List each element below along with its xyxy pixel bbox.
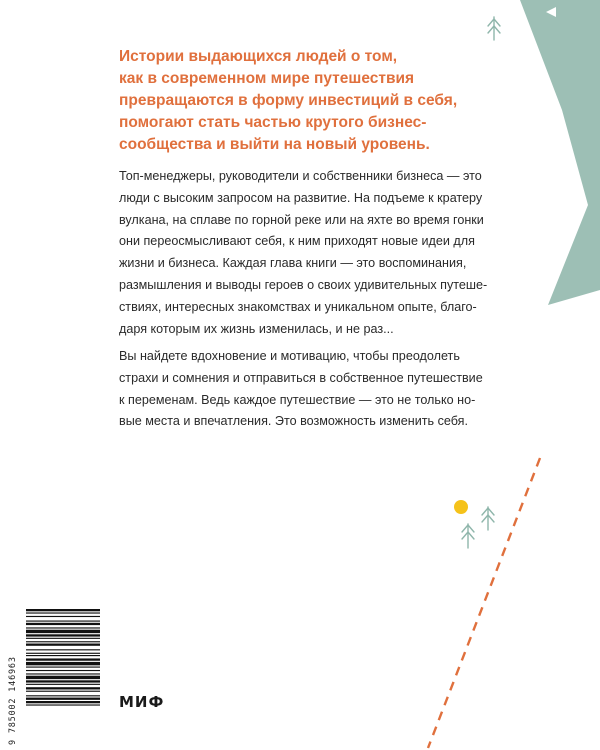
barcode-bar bbox=[26, 621, 100, 622]
paragraph-line: страхи и сомнения и отправиться в собственное путешествие bbox=[119, 370, 483, 385]
barcode-bar bbox=[26, 670, 100, 671]
paragraph-line: они переосмысливают себя, к ним приходят новые идеи для bbox=[119, 234, 475, 249]
lead-text bbox=[119, 46, 479, 156]
barcode-bar bbox=[26, 667, 100, 668]
barcode-bar bbox=[26, 701, 100, 703]
lead-line: Истории выдающихся людей о том, bbox=[119, 48, 398, 65]
barcode-bar bbox=[26, 634, 100, 636]
publisher-logo: МИФ bbox=[119, 693, 165, 711]
barcode-bar bbox=[26, 630, 100, 633]
barcode-bar bbox=[26, 623, 100, 625]
isbn-barcode bbox=[14, 605, 102, 745]
lead-line: как в современном мире путешествия bbox=[119, 70, 415, 87]
barcode-bar bbox=[26, 687, 100, 689]
barcode-bar bbox=[26, 644, 100, 646]
lead-line: сообщества и выйти на новый уровень. bbox=[119, 136, 430, 153]
tree-icon bbox=[482, 507, 494, 530]
barcode-bar bbox=[26, 684, 100, 685]
tree-icon bbox=[462, 524, 474, 548]
trail-path bbox=[428, 458, 540, 748]
paragraph-line: размышления и выводы героев о своих удивительных путеше- bbox=[119, 277, 488, 292]
lead-line: превращаются в форму инвестиций в себя, bbox=[119, 92, 458, 109]
paragraph-line: Вы найдете вдохновение и мотивацию, чтобы преодолеть bbox=[119, 349, 460, 363]
barcode-bar bbox=[26, 641, 100, 642]
tree-icon bbox=[488, 17, 500, 40]
sun-icon bbox=[454, 500, 468, 514]
barcode-bar bbox=[26, 627, 100, 628]
barcode-bar bbox=[26, 676, 100, 679]
paragraph-line: вые места и впечатления. Это возможность изменить себя. bbox=[119, 414, 469, 429]
barcode-bar bbox=[26, 649, 100, 650]
barcode-bar bbox=[26, 616, 100, 617]
barcode-bar bbox=[26, 673, 100, 674]
barcode-bar bbox=[26, 609, 100, 611]
lead-line: помогают стать частью крутого бизнес- bbox=[119, 114, 427, 131]
barcode-bar bbox=[26, 655, 100, 656]
barcode-bar bbox=[26, 612, 100, 613]
paragraph-line: жизни и бизнеса. Каждая глава книги — это воспоминания, bbox=[119, 256, 467, 271]
barcode-bar bbox=[26, 680, 100, 682]
barcode-bar bbox=[26, 704, 100, 705]
barcode-bar bbox=[26, 638, 100, 639]
barcode-bar bbox=[26, 695, 100, 696]
body-paragraph-1 bbox=[119, 166, 519, 340]
paragraph-line: ствиях, интересных знакомствах и уникальном опыте, благо- bbox=[119, 299, 477, 314]
body-paragraph-2 bbox=[119, 346, 519, 433]
barcode-bar bbox=[26, 691, 100, 692]
barcode-digits: 9 785002 146963 bbox=[8, 656, 18, 745]
paragraph-line: даря которым их жизнь изменилась, и не раз... bbox=[119, 321, 394, 336]
barcode-bar bbox=[26, 662, 100, 665]
mint-mountain-shape bbox=[520, 0, 600, 305]
barcode-bar bbox=[26, 698, 100, 700]
paragraph-line: вулкана, на сплаве по горной реке или на яхте во время гонки bbox=[119, 212, 484, 227]
barcode-bar bbox=[26, 658, 100, 660]
paragraph-line: Топ-менеджеры, руководители и собственники бизнеса — это bbox=[119, 169, 482, 183]
paragraph-line: к переменам. Ведь каждое путешествие — это не только но- bbox=[119, 392, 476, 407]
barcode-bar bbox=[26, 653, 100, 654]
paragraph-line: люди с высоким запросом на развитие. На подъеме к кратеру bbox=[119, 190, 483, 205]
